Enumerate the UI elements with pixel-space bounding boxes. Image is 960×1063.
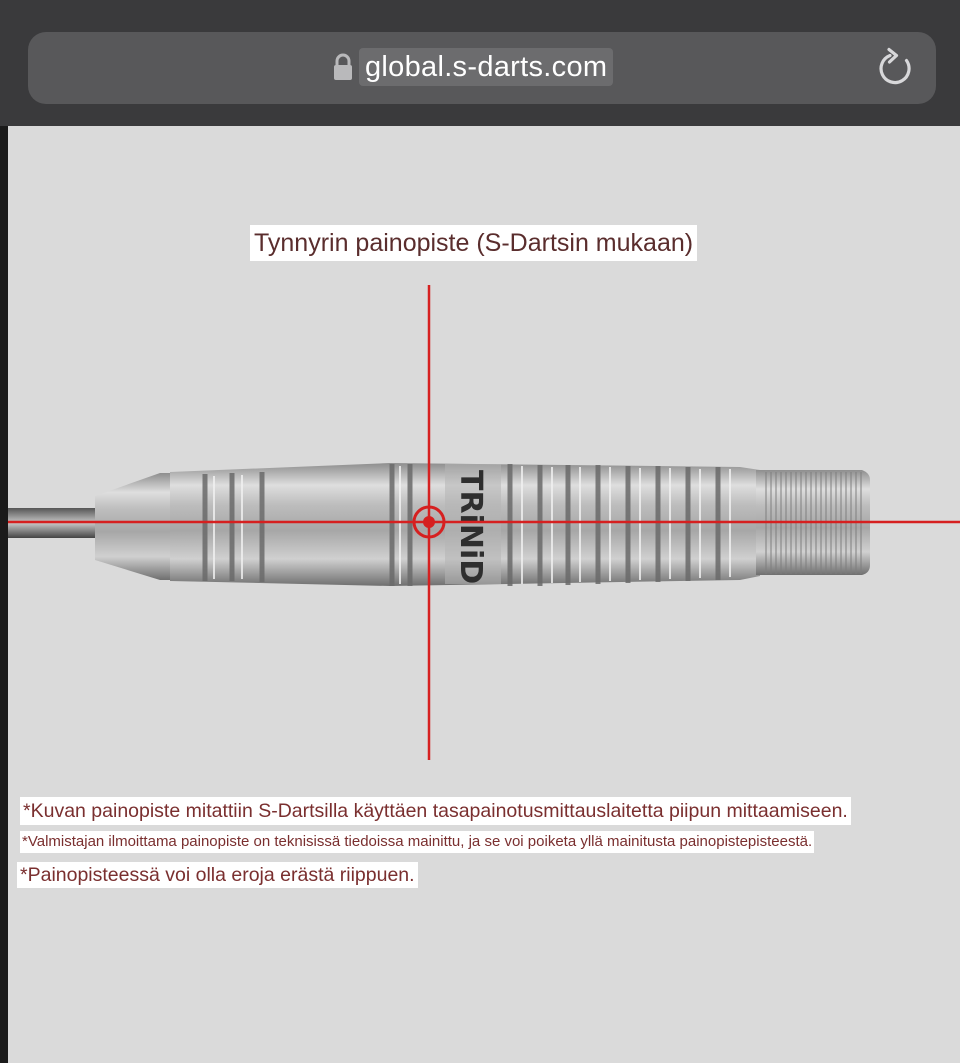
note-manufacturer: *Valmistajan ilmoittama painopiste on teknisissä tiedoissa mainittu, ja se voi poiketa yllä mainitusta painopistepisteestä. (20, 831, 814, 853)
url-text[interactable]: global.s-darts.com (359, 48, 613, 86)
reload-icon[interactable] (876, 46, 916, 88)
note-measurement: *Kuvan painopiste mitattiin S-Dartsilla käyttäen tasapainotusmittauslaitetta piipun mittaamiseen. (20, 797, 851, 825)
barrel-front-cone (95, 473, 180, 580)
diagram-title: Tynnyrin painopiste (S-Dartsin mukaan) (250, 225, 697, 261)
brand-logo: TRiNiD (453, 470, 488, 585)
note-batch-variance: *Painopisteessä voi olla eroja erästä riippuen. (17, 862, 418, 888)
lock-icon (333, 53, 353, 81)
